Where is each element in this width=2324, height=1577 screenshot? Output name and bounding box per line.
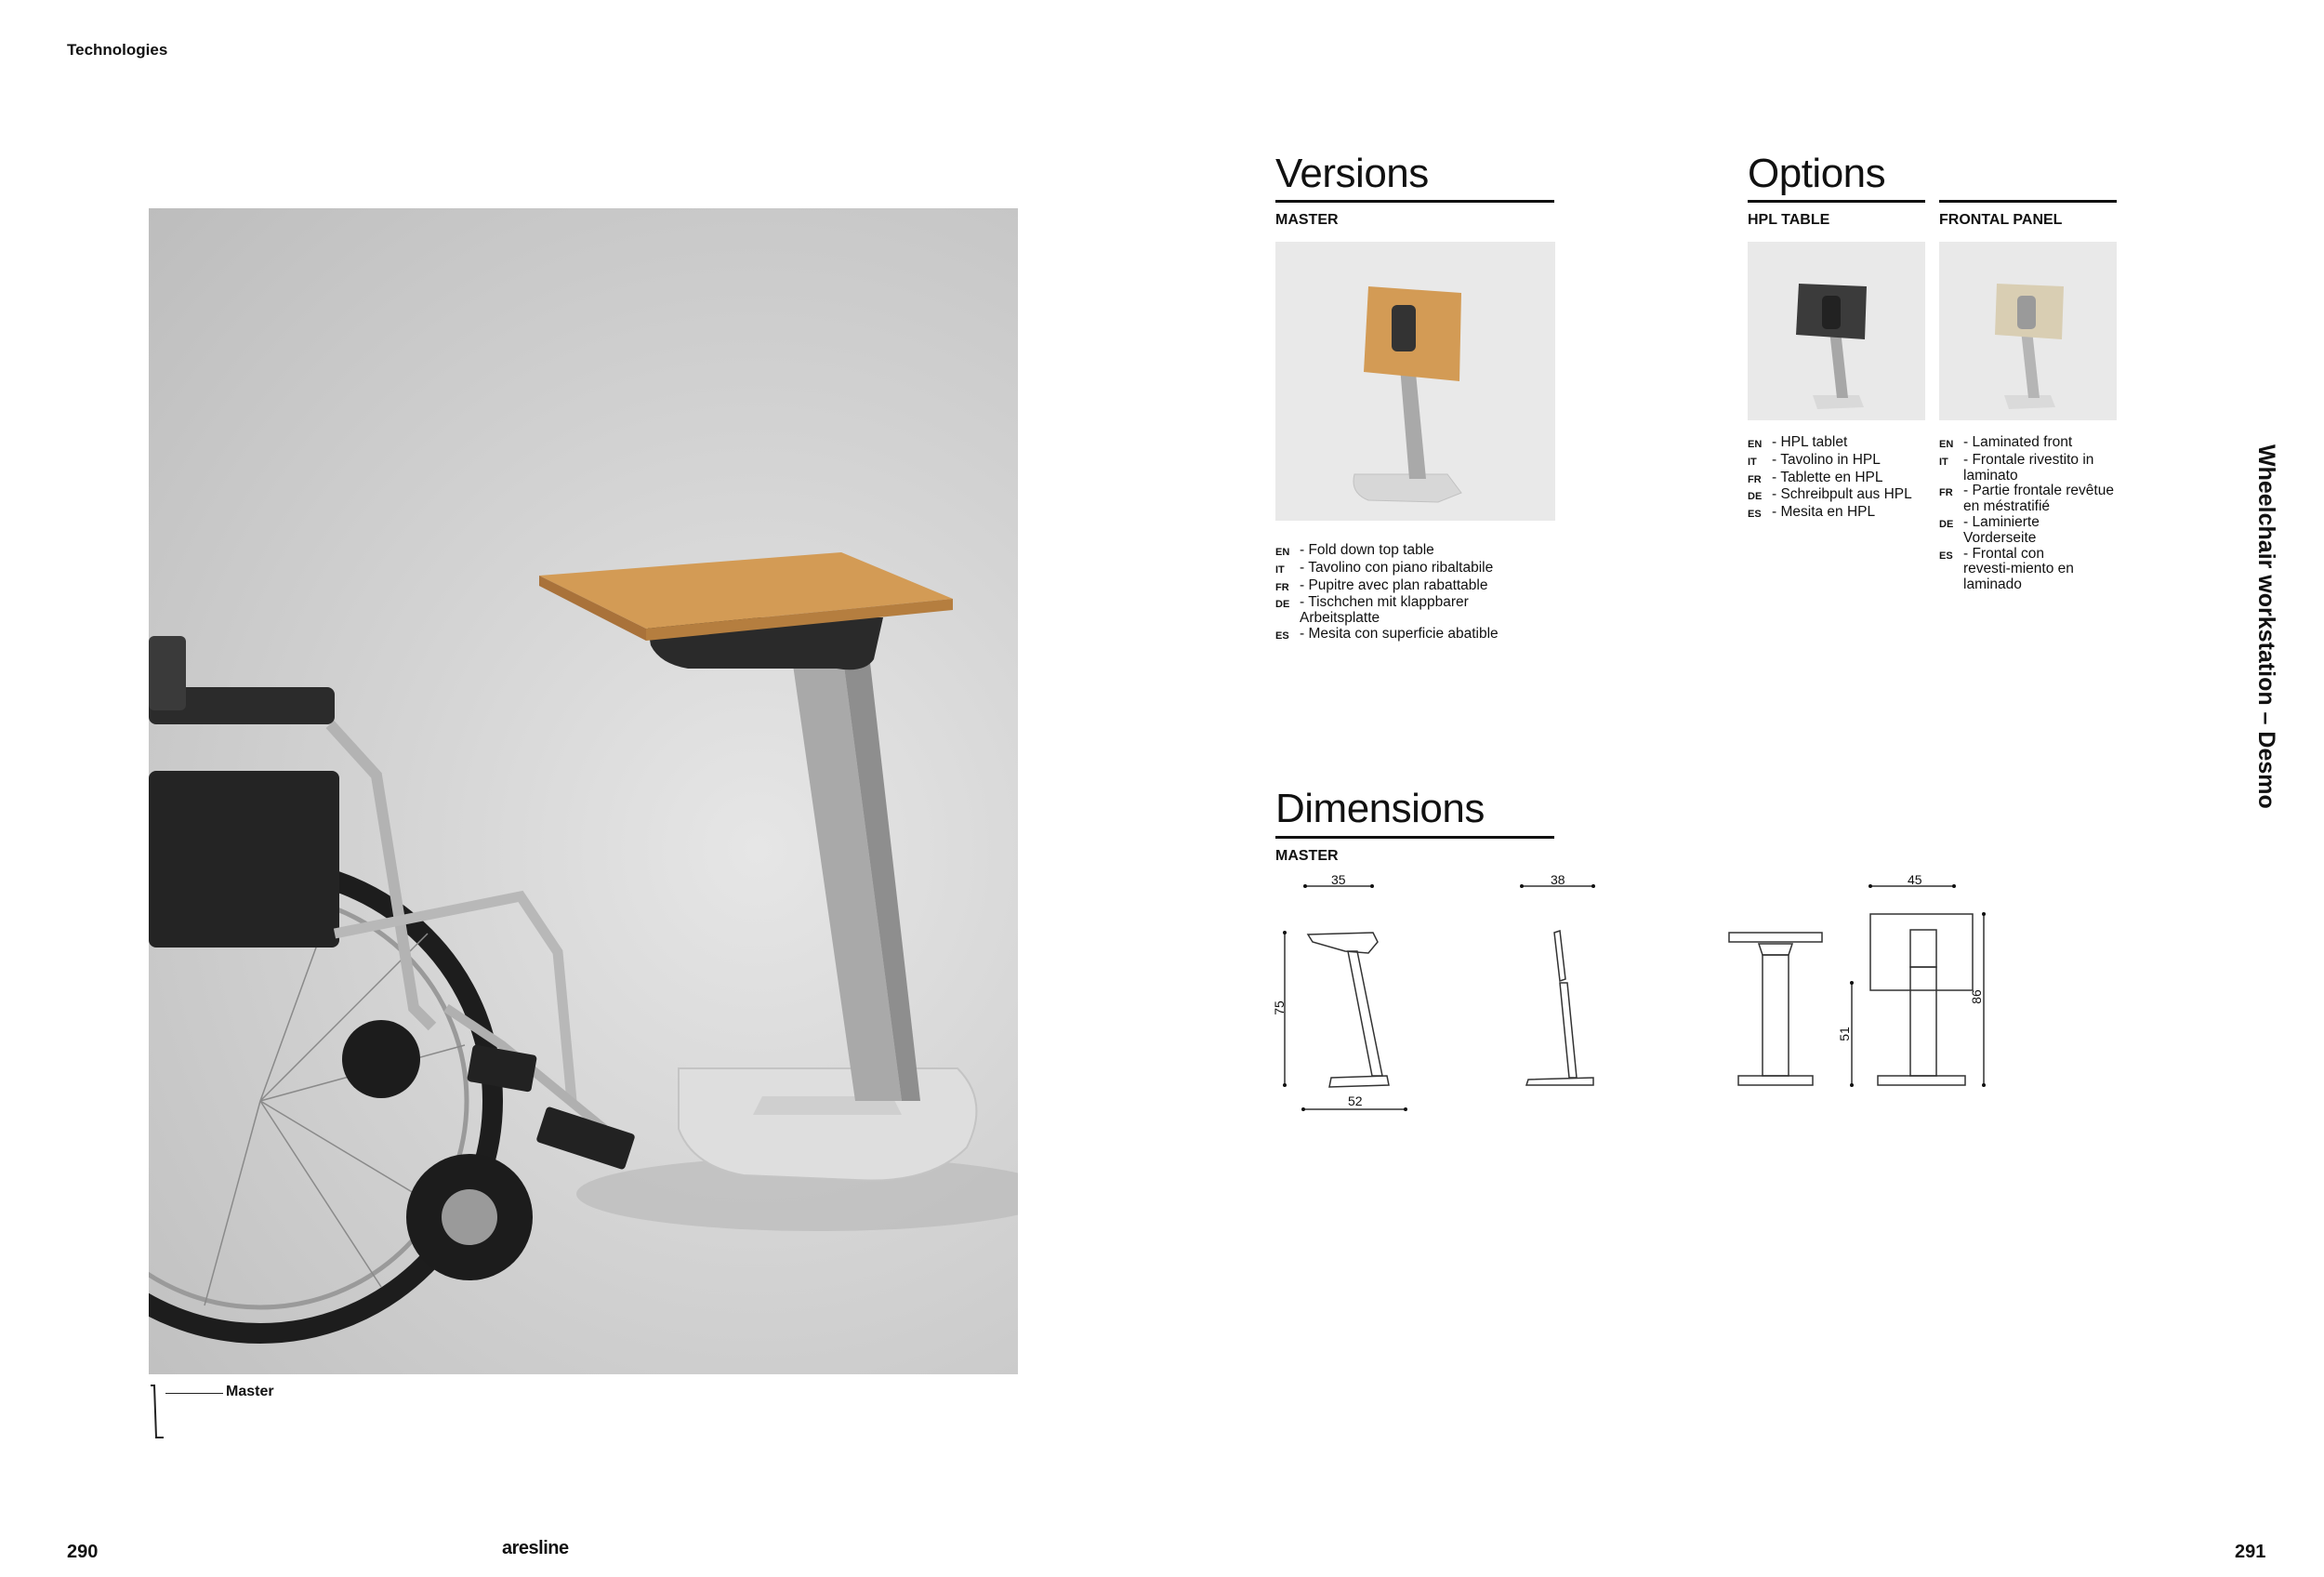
dimensions-subtitle: MASTER — [1275, 848, 1339, 864]
side-title — [2240, 444, 2296, 835]
brand-logo: aresline — [502, 1538, 569, 1558]
option-hpl-name: HPL TABLE — [1748, 212, 1830, 228]
options-rule-2 — [1939, 200, 2117, 203]
versions-title: Versions — [1275, 151, 1429, 196]
caption-leader-line — [165, 1393, 223, 1394]
dimension-label-45: 45 — [1908, 872, 1922, 887]
dimensions-title: Dimensions — [1275, 786, 1485, 831]
options-title: Options — [1748, 151, 1886, 196]
version-master-image — [1275, 242, 1555, 521]
dimension-label-35: 35 — [1331, 872, 1346, 887]
section-label: Technologies — [67, 41, 168, 59]
option-hpl-image — [1748, 242, 1925, 420]
option-frontal-description: EN - Laminated front IT - Frontale rivestito in laminato FR - Partie frontale revêtue en méstratifié DE - Laminierte Vorderseite ES - Frontal con revesti-miento en laminado — [1939, 434, 2114, 593]
dimension-label-51: 51 — [1836, 1027, 1852, 1041]
side-title-text: Wheelchair workstation – Desmo — [2253, 444, 2279, 809]
dimensions-rule — [1275, 836, 1554, 839]
master-profile-icon — [149, 1384, 165, 1441]
dimension-label-52: 52 — [1348, 1093, 1363, 1108]
option-hpl-description: EN - HPL tablet IT - Tavolino in HPL FR - Tablette en HPL DE - Schreibpult aus HPL ES - Mesita en HPL — [1748, 434, 1912, 521]
photo-caption: Master — [226, 1384, 274, 1399]
dimension-drawings — [1275, 869, 2000, 1120]
dimension-label-75: 75 — [1271, 1001, 1287, 1015]
option-frontal-image — [1939, 242, 2117, 420]
version-master-description: EN - Fold down top table IT - Tavolino con piano ribaltabile FR - Pupitre avec plan rabattable DE - Tischchen mit klappbarer Arbeitsplatte ES - Mesita con superficie abatible — [1275, 542, 1499, 642]
page-number-right: 291 — [2235, 1542, 2266, 1562]
dimension-label-86: 86 — [1968, 989, 1984, 1004]
dimension-label-38: 38 — [1551, 872, 1565, 887]
page-number-left: 290 — [67, 1542, 99, 1562]
versions-rule — [1275, 200, 1554, 203]
option-frontal-name: FRONTAL PANEL — [1939, 212, 2063, 228]
version-name: MASTER — [1275, 212, 1339, 228]
product-photo — [149, 208, 1018, 1374]
product-photo-illustration — [149, 208, 1018, 1374]
options-rule-1 — [1748, 200, 1925, 203]
